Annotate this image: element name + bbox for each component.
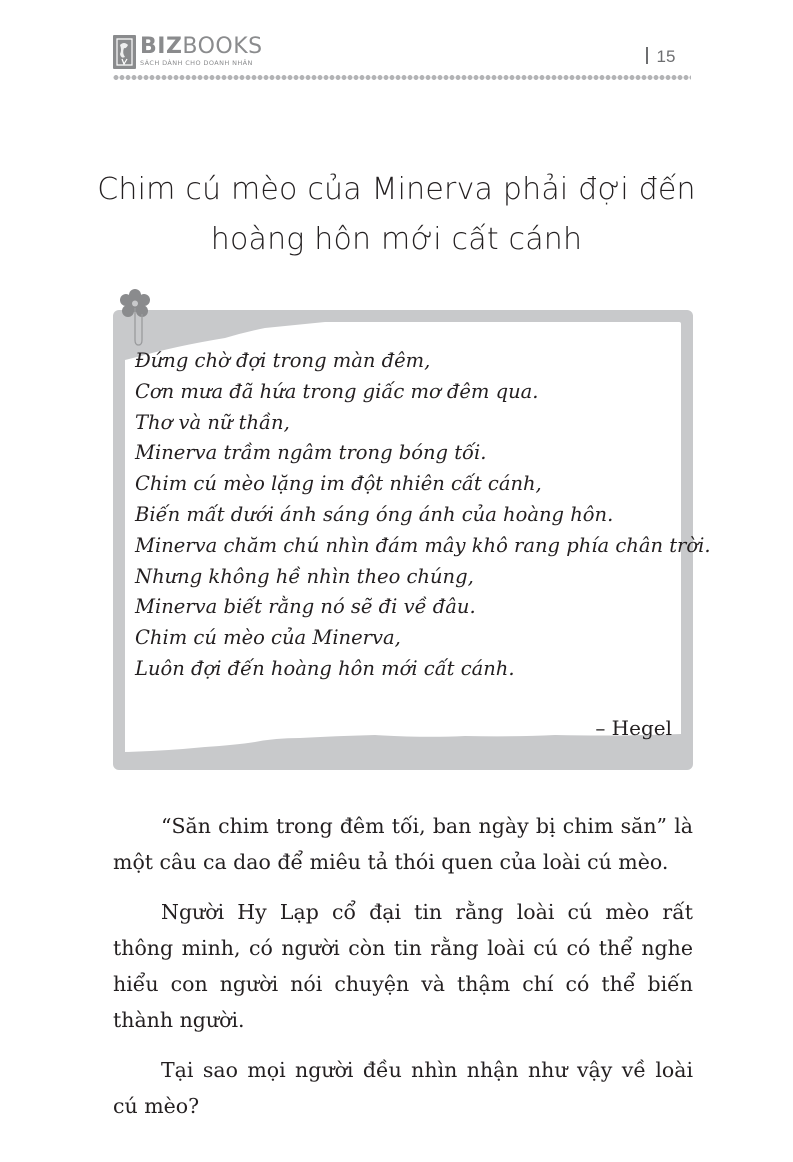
publisher-logo <box>113 35 263 69</box>
poem-line: Nhưng không hề nhìn theo chúng, <box>135 564 474 588</box>
paperclip-icon <box>131 308 145 348</box>
brand-name <box>140 35 263 59</box>
poem-line: Minerva chăm chú nhìn đám mây khô rang phía chân trời. <box>135 533 711 557</box>
poem-line: Cơn mưa đã hứa trong giấc mơ đêm qua. <box>135 379 539 403</box>
poem-line: Luôn đợi đến hoàng hôn mới cất cánh. <box>135 656 515 680</box>
poem-line: Biến mất dưới ánh sáng óng ánh của hoàng hôn. <box>135 502 614 526</box>
poem-line: Đứng chờ đợi trong màn đêm, <box>135 349 431 372</box>
quote-attribution: – Hegel <box>595 716 672 740</box>
chapter-title-line-2: hoàng hôn mới cất cánh <box>210 222 583 257</box>
chapter-title-line-1: Chim cú mèo của Minerva phải đợi đến <box>97 172 696 207</box>
page-header <box>0 0 793 90</box>
poem-quote <box>135 346 711 685</box>
brand-light: BOOKS <box>182 34 263 59</box>
chapter-title <box>0 165 793 265</box>
brand-tagline: SÁCH DÀNH CHO DOANH NHÂN <box>140 59 253 67</box>
body-paragraph: Người Hy Lạp cổ đại tin rằng loài cú mèo rất thông minh, có người còn tin rằng loài cú có thể nghe hiểu con người nói chuyện và thậm chí có thể biến thành người. <box>113 900 693 1032</box>
poem-line: Minerva trầm ngâm trong bóng tối. <box>135 441 487 465</box>
brand-bold: BIZ <box>140 34 183 59</box>
poem-line: Chim cú mèo lặng im đột nhiên cất cánh, <box>135 472 542 496</box>
body-paragraph: “Săn chim trong đêm tối, ban ngày bị chim săn” là một câu ca dao để miêu tả thói quen của loài cú mèo. <box>113 814 693 874</box>
poem-line: Minerva biết rằng nó sẽ đi về đâu. <box>135 595 476 619</box>
page-number <box>646 47 675 67</box>
page-number-value: 15 <box>656 47 676 66</box>
poem-line: Chim cú mèo của Minerva, <box>135 626 401 650</box>
poem-line: Thơ và nữ thần, <box>135 410 290 434</box>
header-dotted-rule <box>113 75 691 80</box>
body-paragraph: Tại sao mọi người đều nhìn nhận như vậy về loài cú mèo? <box>113 1058 693 1118</box>
body-text <box>113 808 693 1138</box>
page-number-divider <box>646 47 648 64</box>
bizbooks-logo-icon <box>113 35 136 69</box>
